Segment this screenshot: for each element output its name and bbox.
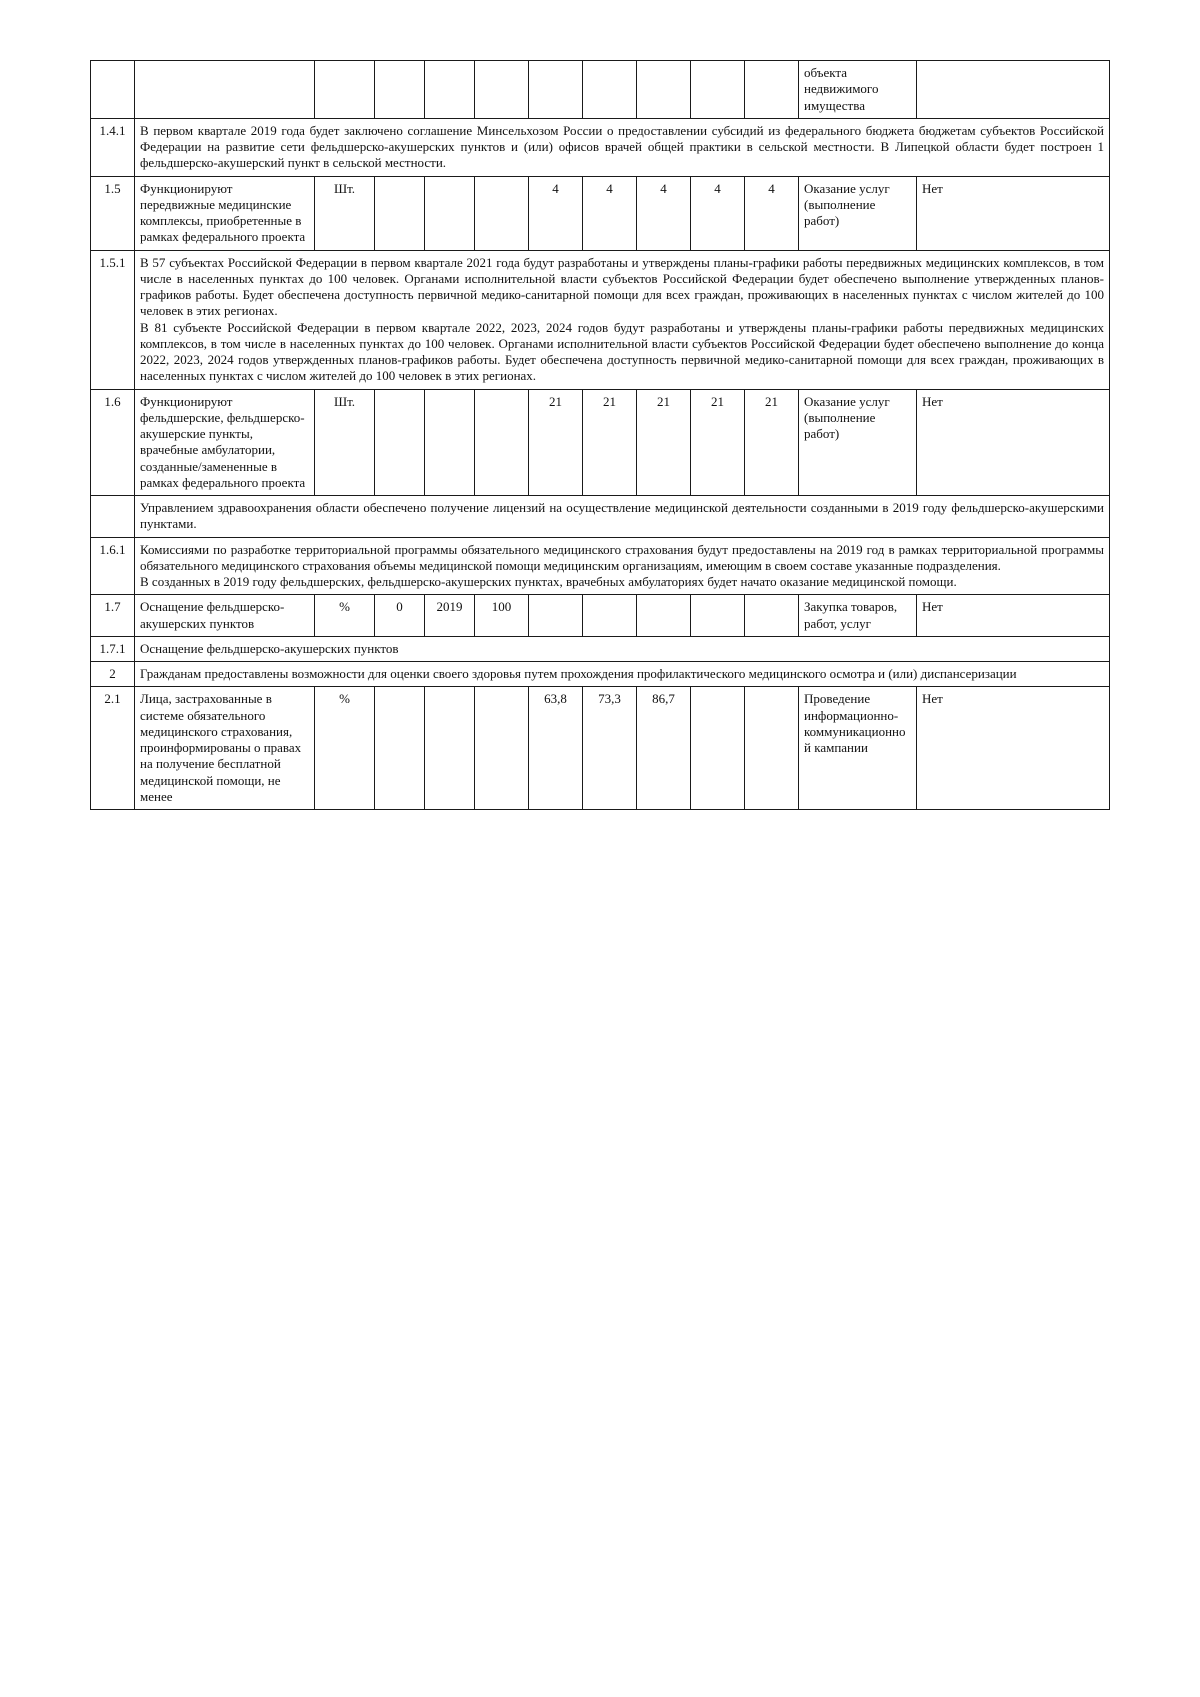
indicator-name: Функционируют передвижные медицинские комплексы, приобретенные в рамках федерального проекта [135, 176, 315, 250]
result-type: Оказание услуг (выполнение работ) [799, 389, 917, 496]
base-year [425, 176, 475, 250]
value-2021: 21 [583, 389, 637, 496]
value-2024 [745, 687, 799, 810]
base-value [375, 389, 425, 496]
value-2023 [691, 595, 745, 637]
value-2020 [529, 595, 583, 637]
table-row [91, 118, 1110, 176]
table-row [91, 636, 1110, 661]
base-value [375, 176, 425, 250]
indicator-name: Лица, застрахованные в системе обязательного медицинского страхования, проинформированы о правах на получение бесплатной медицинской помощи, не менее [135, 687, 315, 810]
indicator-name: Функционируют фельдшерские, фельдшерско-акушерские пункты, врачебные амбулатории, созданные/замененные в рамках федерального проекта [135, 389, 315, 496]
document-sheet [90, 60, 1110, 810]
header-continuation-row [91, 61, 1110, 119]
table-row [91, 595, 1110, 637]
base-year: 2019 [425, 595, 475, 637]
value-2024: 21 [745, 389, 799, 496]
value-2021: 4 [583, 176, 637, 250]
value-2022: 86,7 [637, 687, 691, 810]
unit: % [315, 595, 375, 637]
row-text: Гражданам предоставлены возможности для оценки своего здоровья путем прохождения профилактического медицинского осмотра и (или) диспансеризации [135, 662, 1110, 687]
project-table [90, 60, 1110, 810]
value-2024: 4 [745, 176, 799, 250]
row-text: В 57 субъектах Российской Федерации в первом квартале 2021 года будут разработаны и утверждены планы-графики работы передвижных медицинских комплексов, в том числе в населенных пунктах до 100 человек. Органами исполнительной власти субъектов Российской Федерации будет обеспечено выполнение утвержденных планов-графиков работы. Будет обеспечена доступность первичной медико-санитарной помощи для всех граждан, проживающих в населенных пунктах с числом жителей до 100 человек в этих регионах. В 81 субъекте Российской Федерации в первом квартале 2022, 2023, 2024 годов будут разработаны и утверждены планы-графики работы передвижных медицинских комплексов, в том числе в населенных пунктах до 100 человек. Органами исполнительной власти субъектов Российской Федерации будет обеспечено выполнение до конца 2022, 2023, 2024 годов утвержденных планов-графиков работы. Будет обеспечена доступность первичной медико-санитарной помощи для всех граждан, проживающих в населенных пунктах с числом жителей до 100 человек в этих регионах. [135, 250, 1110, 389]
flag: Нет [917, 595, 1110, 637]
unit: % [315, 687, 375, 810]
unit: Шт. [315, 176, 375, 250]
table-row [91, 537, 1110, 595]
result-type: Оказание услуг (выполнение работ) [799, 176, 917, 250]
row-number: 1.5.1 [91, 250, 135, 389]
table-row [91, 687, 1110, 810]
table-row [91, 662, 1110, 687]
indicator-name: Оснащение фельдшерско-акушерских пунктов [135, 595, 315, 637]
value-2020: 21 [529, 389, 583, 496]
base-year [425, 687, 475, 810]
row-number: 1.4.1 [91, 118, 135, 176]
row-text: В первом квартале 2019 года будет заключено соглашение Минсельхозом России о предоставлении субсидий из федерального бюджета бюджетам субъектов Российской Федерации на развитие сети фельдшерско-акушерских пунктов и (или) офисов врачей общей практики в сельской местности. В Липецкой области будет построен 1 фельдшерско-акушерский пункт в сельской местности. [135, 118, 1110, 176]
value-2021: 73,3 [583, 687, 637, 810]
value-2021 [583, 595, 637, 637]
value-2019: 100 [475, 595, 529, 637]
result-type: Проведение информационно-коммуникационной кампании [799, 687, 917, 810]
value-2020: 63,8 [529, 687, 583, 810]
value-2019 [475, 687, 529, 810]
unit: Шт. [315, 389, 375, 496]
value-2022: 4 [637, 176, 691, 250]
row-number: 2.1 [91, 687, 135, 810]
value-2022 [637, 595, 691, 637]
row-text: Комиссиями по разработке территориальной программы обязательного медицинского страхования будут предоставлены на 2019 год в рамках территориальной программы обязательного медицинского страхования объемы медицинской помощи медицинским организациям, имеющим в своем составе указанные подразделения. В созданных в 2019 году фельдшерских, фельдшерско-акушерских пунктах, врачебных амбулаториях будет начато оказание медицинской помощи. [135, 537, 1110, 595]
table-row [91, 176, 1110, 250]
row-number: 1.7 [91, 595, 135, 637]
value-2023 [691, 687, 745, 810]
header-last-col: объекта недвижимого имущества [799, 61, 917, 119]
table-row [91, 389, 1110, 496]
row-number: 1.6 [91, 389, 135, 496]
value-2019 [475, 176, 529, 250]
table-row [91, 250, 1110, 389]
base-value [375, 687, 425, 810]
value-2023: 21 [691, 389, 745, 496]
flag: Нет [917, 687, 1110, 810]
base-year [425, 389, 475, 496]
row-number: 1.6.1 [91, 537, 135, 595]
value-2024 [745, 595, 799, 637]
row-number: 1.7.1 [91, 636, 135, 661]
row-number [91, 496, 135, 538]
row-text: Оснащение фельдшерско-акушерских пунктов [135, 636, 1110, 661]
value-2023: 4 [691, 176, 745, 250]
flag: Нет [917, 389, 1110, 496]
base-value: 0 [375, 595, 425, 637]
row-number: 1.5 [91, 176, 135, 250]
result-type: Закупка товаров, работ, услуг [799, 595, 917, 637]
table-row [91, 496, 1110, 538]
row-text: Управлением здравоохранения области обеспечено получение лицензий на осуществление медицинской деятельности созданными в 2019 году фельдшерско-акушерскими пунктами. [135, 496, 1110, 538]
flag: Нет [917, 176, 1110, 250]
value-2020: 4 [529, 176, 583, 250]
value-2019 [475, 389, 529, 496]
row-number: 2 [91, 662, 135, 687]
value-2022: 21 [637, 389, 691, 496]
